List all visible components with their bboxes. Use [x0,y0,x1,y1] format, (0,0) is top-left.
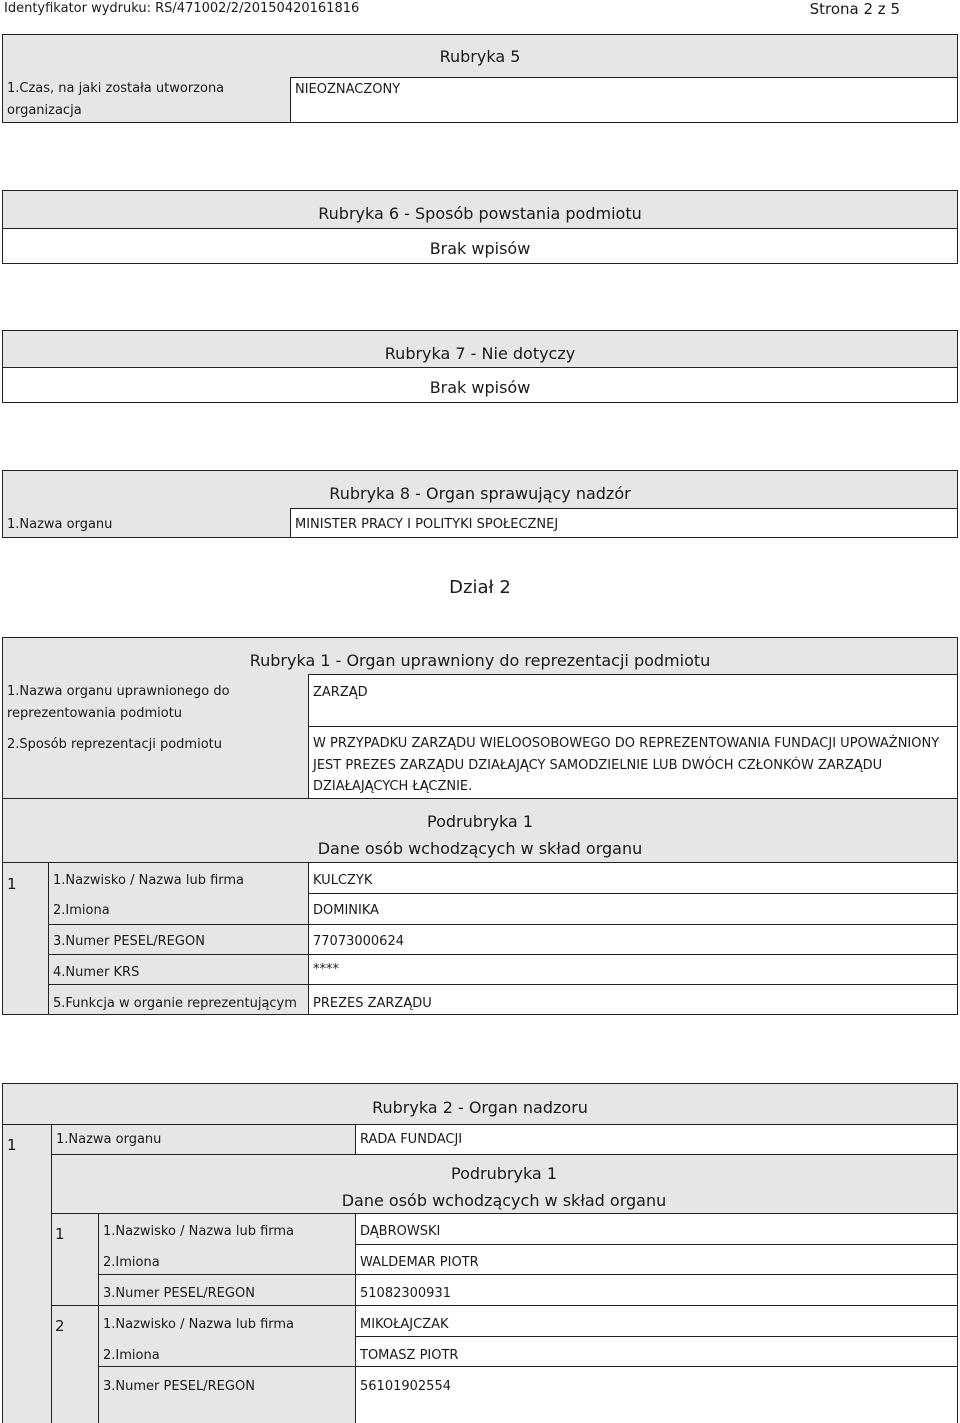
representing-organ-label: 1.Nazwa organu uprawnionego do reprezentowania podmiotu [3,681,253,725]
member-names-label: 2.Imiona [103,1348,160,1363]
podrubryka-2-heading: Podrubryka 1 [451,1164,557,1183]
person-surname-value: KULCZYK [313,873,373,888]
page-number: Strona 2 z 5 [809,0,900,18]
rubryka-7 [2,330,958,403]
person-names-label: 2.Imiona [53,903,110,918]
rubryka-8-label: 1.Nazwa organu [3,514,290,536]
person-names-value: DOMINIKA [313,903,380,918]
rubryka-5-heading: Rubryka 5 [439,47,521,66]
section-title: Dział 2 [449,577,511,598]
supervisory-organ-label: 1.Nazwa organu [52,1129,352,1151]
podrubryka-1-heading: Podrubryka 1 [427,812,533,831]
person-pesel-value: 77073000624 [313,934,404,949]
person-krs-value: **** [313,962,339,977]
member-pesel-value: 56101902554 [360,1379,451,1394]
print-identifier: Identyfikator wydruku: RS/471002/2/20150420161816 [4,1,360,16]
person-function-value: PREZES ZARZĄDU [313,996,432,1011]
print-header [0,0,960,20]
rubryka-6-empty: Brak wpisów [429,239,531,258]
organ-index: 1 [7,1136,17,1154]
rubryka-5 [2,34,958,123]
rubryka-6 [2,190,958,264]
rubryka-7-empty: Brak wpisów [429,378,531,397]
member-surname-value: MIKOŁAJCZAK [360,1317,449,1332]
person-index: 1 [7,875,17,893]
member-index: 2 [55,1317,65,1335]
member-pesel-value: 51082300931 [360,1286,451,1301]
representing-organ-value: ZARZĄD [309,675,958,726]
dzial2-rubryka-2 [2,1083,958,1423]
rubryka-5-label: 1.Czas, na jaki została utworzona organizacja [3,78,290,122]
dzial2-rubryka-1 [2,637,958,1015]
supervisory-organ-value: RADA FUNDACJI [356,1125,958,1154]
member-names-value: WALDEMAR PIOTR [360,1255,479,1270]
podrubryka-1-subheading: Dane osób wchodzących w skład organu [317,839,643,858]
member-pesel-label: 3.Numer PESEL/REGON [103,1286,255,1301]
rubryka-6-heading: Rubryka 6 - Sposób powstania podmiotu [318,204,642,223]
representation-method-value: W PRZYPADKU ZARZĄDU WIELOOSOBOWEGO DO REPREZENTOWANIA FUNDACJI UPOWAŻNIONY JEST PREZES ZARZĄDU DZIAŁAJĄCY SAMODZIELNIE LUB DWÓCH CZŁONKÓW ZARZĄDU DZIAŁAJĄCYCH ŁĄCZNIE. [309,727,958,798]
podrubryka-2-subheading: Dane osób wchodzących w skład organu [341,1191,667,1210]
member-surname-label: 1.Nazwisko / Nazwa lub firma [103,1224,295,1239]
rubryka-5-value: NIEOZNACZONY [291,78,958,122]
member-surname-label: 1.Nazwisko / Nazwa lub firma [103,1317,295,1332]
dzial2-rubryka-2-heading: Rubryka 2 - Organ nadzoru [372,1098,588,1117]
member-index: 1 [55,1225,65,1243]
person-surname-label: 1.Nazwisko / Nazwa lub firma [53,873,245,888]
rubryka-8-value: MINISTER PRACY I POLITYKI SPOŁECZNEJ [291,509,958,538]
representation-method-label: 2.Sposób reprezentacji podmiotu [3,734,303,756]
rubryka-7-heading: Rubryka 7 - Nie dotyczy [384,344,576,363]
person-krs-label: 4.Numer KRS [53,965,140,980]
person-pesel-label: 3.Numer PESEL/REGON [53,934,205,949]
member-surname-value: DĄBROWSKI [360,1224,441,1239]
member-names-label: 2.Imiona [103,1255,160,1270]
member-names-value: TOMASZ PIOTR [360,1348,459,1363]
person-function-label: 5.Funkcja w organie reprezentującym [53,996,297,1011]
member-pesel-label: 3.Numer PESEL/REGON [103,1379,255,1394]
dzial2-rubryka-1-heading: Rubryka 1 - Organ uprawniony do reprezentacji podmiotu [249,651,711,670]
rubryka-8 [2,470,958,538]
rubryka-8-heading: Rubryka 8 - Organ sprawujący nadzór [329,484,631,503]
